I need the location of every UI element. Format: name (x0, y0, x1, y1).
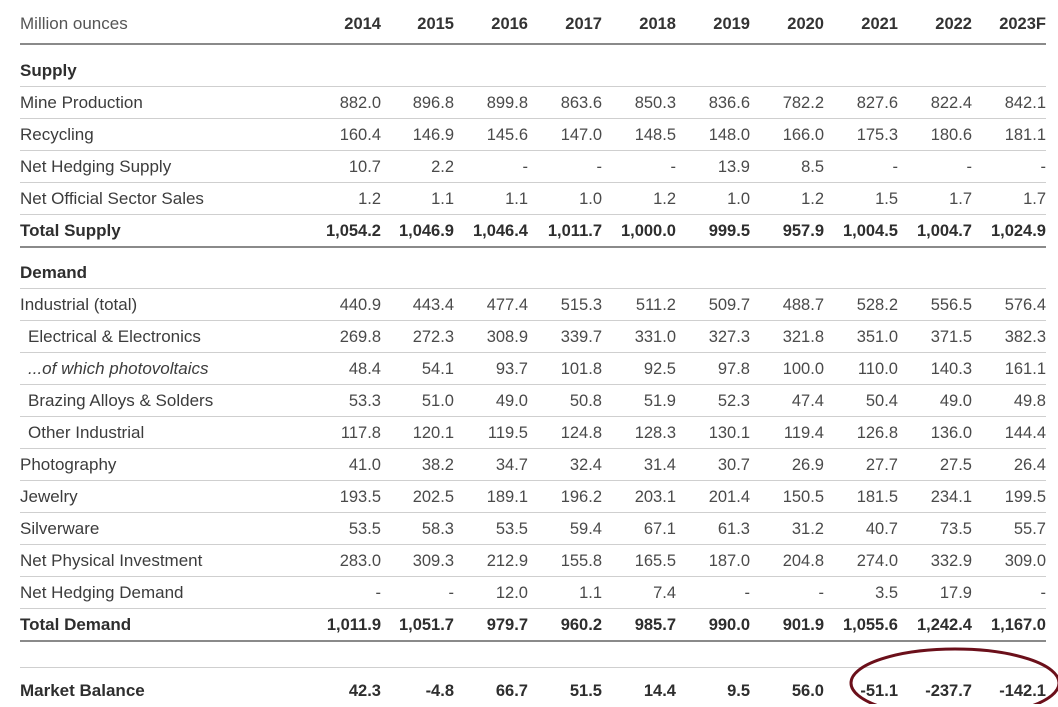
table-row-mine-production (20, 87, 1046, 119)
cell-of-which-photovoltaics-2023f: 161.1 (1004, 359, 1046, 378)
cell-net-physical-investment-2021: 274.0 (856, 551, 898, 570)
cell-net-hedging-demand-2023f: - (1040, 583, 1046, 602)
cell-total-demand-2019: 990.0 (708, 615, 750, 634)
cell-brazing-alloys-solders-2022: 49.0 (939, 391, 972, 410)
cell-other-industrial-2019: 130.1 (708, 423, 750, 442)
cell-industrial-total-2022: 556.5 (930, 295, 972, 314)
cell-photography-2018: 31.4 (643, 455, 676, 474)
table-row-brazing-alloys-solders (20, 385, 1046, 417)
cell-net-physical-investment-2014: 283.0 (339, 551, 381, 570)
cell-brazing-alloys-solders-2021: 50.4 (865, 391, 898, 410)
cell-mine-production-2023f: 842.1 (1004, 93, 1046, 112)
cell-industrial-total-2019: 509.7 (708, 295, 750, 314)
cell-total-supply-2019: 999.5 (708, 221, 750, 240)
cell-industrial-total-2015: 443.4 (412, 295, 454, 314)
cell-photography-2020: 26.9 (791, 455, 824, 474)
cell-photography-2016: 34.7 (495, 455, 528, 474)
cell-industrial-total-2014: 440.9 (339, 295, 381, 314)
table-row-market-balance (20, 675, 1046, 707)
cell-brazing-alloys-solders-2018: 51.9 (643, 391, 676, 410)
cell-industrial-total-2017: 515.3 (560, 295, 602, 314)
cell-mine-production-2018: 850.3 (634, 93, 676, 112)
cell-net-official-sector-sales-2015: 1.1 (431, 189, 454, 208)
cell-total-supply-2023f: 1,024.9 (990, 221, 1046, 240)
cell-total-supply-2018: 1,000.0 (620, 221, 676, 240)
column-header-2015: 2015 (417, 14, 454, 33)
cell-of-which-photovoltaics-2018: 92.5 (643, 359, 676, 378)
row-label-mine-production: Mine Production (20, 93, 143, 112)
row-label-demand: Demand (20, 263, 88, 282)
cell-photography-2022: 27.5 (939, 455, 972, 474)
cell-electrical-electronics-2015: 272.3 (412, 327, 454, 346)
row-label-net-hedging-demand: Net Hedging Demand (20, 583, 184, 602)
cell-market-balance-2019: 9.5 (727, 681, 750, 700)
cell-photography-2023f: 26.4 (1013, 455, 1046, 474)
cell-net-hedging-supply-2018: - (670, 157, 676, 176)
cell-silverware-2014: 53.5 (348, 519, 381, 538)
cell-other-industrial-2016: 119.5 (487, 423, 528, 442)
cell-total-supply-2022: 1,004.7 (916, 221, 972, 240)
cell-net-physical-investment-2018: 165.5 (634, 551, 676, 570)
cell-mine-production-2021: 827.6 (856, 93, 898, 112)
unit-label: Million ounces (20, 14, 128, 33)
cell-net-physical-investment-2023f: 309.0 (1004, 551, 1046, 570)
cell-net-physical-investment-2022: 332.9 (930, 551, 972, 570)
row-label-other-industrial: Other Industrial (28, 423, 145, 442)
column-header-2022: 2022 (935, 14, 972, 33)
cell-recycling-2015: 146.9 (412, 125, 454, 144)
cell-mine-production-2019: 836.6 (708, 93, 750, 112)
cell-of-which-photovoltaics-2014: 48.4 (348, 359, 381, 378)
cell-industrial-total-2021: 528.2 (856, 295, 898, 314)
cell-silverware-2016: 53.5 (495, 519, 528, 538)
table-row-net-hedging-demand (20, 577, 1046, 609)
cell-net-official-sector-sales-2023f: 1.7 (1023, 189, 1046, 208)
row-label-silverware: Silverware (20, 519, 100, 538)
table-row-demand (20, 257, 1046, 289)
cell-market-balance-2014: 42.3 (348, 681, 381, 700)
cell-net-physical-investment-2015: 309.3 (412, 551, 454, 570)
cell-mine-production-2017: 863.6 (560, 93, 602, 112)
cell-brazing-alloys-solders-2015: 51.0 (421, 391, 454, 410)
column-header-2017: 2017 (565, 14, 602, 33)
cell-other-industrial-2021: 126.8 (856, 423, 898, 442)
cell-market-balance-2018: 14.4 (643, 681, 676, 700)
cell-total-supply-2020: 957.9 (782, 221, 824, 240)
cell-total-demand-2014: 1,011.9 (326, 615, 381, 634)
cell-electrical-electronics-2020: 321.8 (782, 327, 824, 346)
cell-market-balance-2015: -4.8 (425, 681, 454, 700)
cell-net-hedging-supply-2015: 2.2 (431, 157, 454, 176)
cell-silverware-2023f: 55.7 (1013, 519, 1046, 538)
cell-recycling-2014: 160.4 (339, 125, 381, 144)
column-header-2021: 2021 (861, 14, 898, 33)
cell-silverware-2017: 59.4 (569, 519, 602, 538)
row-label-brazing-alloys-solders: Brazing Alloys & Solders (28, 391, 214, 410)
cell-recycling-2020: 166.0 (782, 125, 824, 144)
cell-net-physical-investment-2019: 187.0 (708, 551, 750, 570)
cell-market-balance-2016: 66.7 (495, 681, 528, 700)
cell-other-industrial-2017: 124.8 (560, 423, 602, 442)
cell-net-hedging-demand-2016: 12.0 (495, 583, 528, 602)
cell-mine-production-2016: 899.8 (486, 93, 528, 112)
cell-electrical-electronics-2022: 371.5 (930, 327, 972, 346)
cell-jewelry-2019: 201.4 (708, 487, 750, 506)
cell-total-supply-2014: 1,054.2 (325, 221, 381, 240)
row-label-industrial-total: Industrial (total) (20, 295, 138, 314)
cell-other-industrial-2015: 120.1 (412, 423, 454, 442)
table-row-net-physical-investment (20, 545, 1046, 577)
cell-electrical-electronics-2017: 339.7 (560, 327, 602, 346)
cell-market-balance-2017: 51.5 (569, 681, 602, 700)
cell-net-hedging-supply-2016: - (522, 157, 528, 176)
cell-electrical-electronics-2018: 331.0 (634, 327, 676, 346)
cell-photography-2021: 27.7 (865, 455, 898, 474)
cell-total-demand-2023f: 1,167.0 (990, 615, 1046, 634)
cell-net-hedging-demand-2020: - (818, 583, 824, 602)
row-label-total-demand: Total Demand (20, 615, 132, 634)
cell-net-official-sector-sales-2016: 1.1 (505, 189, 528, 208)
cell-market-balance-2020: 56.0 (791, 681, 824, 700)
cell-of-which-photovoltaics-2021: 110.0 (857, 359, 898, 378)
table-row-total-demand (20, 609, 1046, 641)
column-header-2019: 2019 (713, 14, 750, 33)
cell-net-official-sector-sales-2020: 1.2 (801, 189, 824, 208)
table-row-net-hedging-supply (20, 151, 1046, 183)
table-rule-thick (20, 246, 1046, 248)
cell-mine-production-2020: 782.2 (782, 93, 824, 112)
cell-photography-2015: 38.2 (421, 455, 454, 474)
row-label-supply: Supply (20, 61, 77, 80)
cell-total-supply-2015: 1,046.9 (398, 221, 454, 240)
cell-jewelry-2014: 193.5 (339, 487, 381, 506)
column-header-2020: 2020 (787, 14, 824, 33)
cell-silverware-2015: 58.3 (421, 519, 454, 538)
cell-total-demand-2022: 1,242.4 (916, 615, 972, 634)
cell-market-balance-2023f: -142.1 (999, 681, 1046, 700)
cell-net-hedging-supply-2020: 8.5 (801, 157, 824, 176)
cell-net-official-sector-sales-2018: 1.2 (653, 189, 676, 208)
cell-net-physical-investment-2020: 204.8 (782, 551, 824, 570)
cell-net-official-sector-sales-2022: 1.7 (949, 189, 972, 208)
cell-net-hedging-supply-2022: - (966, 157, 972, 176)
cell-industrial-total-2016: 477.4 (486, 295, 528, 314)
table-row-of-which-photovoltaics (20, 353, 1046, 385)
cell-of-which-photovoltaics-2022: 140.3 (930, 359, 972, 378)
cell-photography-2017: 32.4 (569, 455, 602, 474)
cell-net-hedging-demand-2015: - (448, 583, 454, 602)
cell-brazing-alloys-solders-2020: 47.4 (791, 391, 824, 410)
cell-total-supply-2016: 1,046.4 (472, 221, 528, 240)
cell-recycling-2021: 175.3 (856, 125, 898, 144)
cell-net-hedging-supply-2019: 13.9 (717, 157, 750, 176)
cell-brazing-alloys-solders-2023f: 49.8 (1013, 391, 1046, 410)
table-header-row (20, 8, 1046, 40)
cell-market-balance-2021: -51.1 (860, 681, 898, 700)
cell-net-hedging-supply-2023f: - (1040, 157, 1046, 176)
cell-recycling-2019: 148.0 (708, 125, 750, 144)
cell-of-which-photovoltaics-2019: 97.8 (717, 359, 750, 378)
cell-total-demand-2017: 960.2 (560, 615, 602, 634)
cell-net-hedging-demand-2022: 17.9 (939, 583, 972, 602)
cell-recycling-2018: 148.5 (634, 125, 676, 144)
cell-recycling-2022: 180.6 (930, 125, 972, 144)
cell-of-which-photovoltaics-2015: 54.1 (421, 359, 454, 378)
cell-jewelry-2020: 150.5 (782, 487, 824, 506)
cell-industrial-total-2020: 488.7 (782, 295, 824, 314)
cell-net-hedging-supply-2017: - (596, 157, 602, 176)
row-label-market-balance: Market Balance (20, 681, 145, 700)
cell-other-industrial-2018: 128.3 (634, 423, 676, 442)
cell-silverware-2021: 40.7 (865, 519, 898, 538)
table-row-supply (20, 55, 1046, 87)
cell-brazing-alloys-solders-2019: 52.3 (717, 391, 750, 410)
cell-net-hedging-supply-2014: 10.7 (348, 157, 381, 176)
cell-recycling-2023f: 181.1 (1004, 125, 1046, 144)
cell-brazing-alloys-solders-2016: 49.0 (495, 391, 528, 410)
cell-jewelry-2017: 196.2 (560, 487, 602, 506)
table-row-electrical-electronics (20, 321, 1046, 353)
table-row-industrial-total (20, 289, 1046, 321)
row-label-recycling: Recycling (20, 125, 94, 144)
cell-net-hedging-demand-2017: 1.1 (579, 583, 602, 602)
column-header-2023f: 2023F (999, 14, 1046, 33)
table-row-total-supply (20, 215, 1046, 247)
cell-other-industrial-2023f: 144.4 (1004, 423, 1046, 442)
cell-total-demand-2020: 901.9 (782, 615, 824, 634)
cell-mine-production-2014: 882.0 (339, 93, 381, 112)
cell-electrical-electronics-2014: 269.8 (339, 327, 381, 346)
row-label-photography: Photography (20, 455, 117, 474)
cell-silverware-2019: 61.3 (717, 519, 750, 538)
cell-recycling-2017: 147.0 (560, 125, 602, 144)
cell-jewelry-2022: 234.1 (930, 487, 972, 506)
cell-of-which-photovoltaics-2016: 93.7 (495, 359, 528, 378)
cell-of-which-photovoltaics-2017: 101.8 (560, 359, 602, 378)
cell-industrial-total-2023f: 576.4 (1004, 295, 1046, 314)
cell-silverware-2018: 67.1 (643, 519, 676, 538)
cell-photography-2019: 30.7 (717, 455, 750, 474)
cell-net-physical-investment-2017: 155.8 (560, 551, 602, 570)
table-rule-thick (20, 640, 1046, 642)
row-label-total-supply: Total Supply (20, 221, 121, 240)
cell-jewelry-2016: 189.1 (486, 487, 528, 506)
cell-electrical-electronics-2021: 351.0 (856, 327, 898, 346)
table-row-jewelry (20, 481, 1046, 513)
row-label-net-hedging-supply: Net Hedging Supply (20, 157, 172, 176)
cell-net-hedging-demand-2014: - (375, 583, 381, 602)
cell-net-hedging-demand-2018: 7.4 (653, 583, 676, 602)
cell-photography-2014: 41.0 (348, 455, 381, 474)
cell-jewelry-2021: 181.5 (856, 487, 898, 506)
cell-industrial-total-2018: 511.2 (635, 295, 676, 314)
cell-other-industrial-2014: 117.8 (340, 423, 381, 442)
cell-net-official-sector-sales-2019: 1.0 (727, 189, 750, 208)
cell-jewelry-2015: 202.5 (412, 487, 454, 506)
cell-net-hedging-demand-2019: - (744, 583, 750, 602)
row-label-electrical-electronics: Electrical & Electronics (28, 327, 201, 346)
cell-total-supply-2017: 1,011.7 (547, 221, 602, 240)
cell-brazing-alloys-solders-2014: 53.3 (348, 391, 381, 410)
column-header-2018: 2018 (639, 14, 676, 33)
cell-net-official-sector-sales-2017: 1.0 (579, 189, 602, 208)
cell-jewelry-2018: 203.1 (634, 487, 676, 506)
table-row-photography (20, 449, 1046, 481)
cell-silverware-2020: 31.2 (791, 519, 824, 538)
cell-brazing-alloys-solders-2017: 50.8 (569, 391, 602, 410)
cell-electrical-electronics-2019: 327.3 (708, 327, 750, 346)
cell-total-demand-2021: 1,055.6 (842, 615, 898, 634)
row-label-net-physical-investment: Net Physical Investment (20, 551, 203, 570)
table-row-net-official-sector-sales (20, 183, 1046, 215)
cell-total-supply-2021: 1,004.5 (842, 221, 898, 240)
table-row-recycling (20, 119, 1046, 151)
cell-mine-production-2015: 896.8 (412, 93, 454, 112)
cell-electrical-electronics-2016: 308.9 (486, 327, 528, 346)
cell-other-industrial-2020: 119.4 (783, 423, 824, 442)
cell-net-hedging-supply-2021: - (892, 157, 898, 176)
row-label-of-which-photovoltaics: ...of which photovoltaics (28, 359, 209, 378)
table-row-other-industrial (20, 417, 1046, 449)
cell-total-demand-2018: 985.7 (634, 615, 676, 634)
cell-jewelry-2023f: 199.5 (1004, 487, 1046, 506)
cell-net-official-sector-sales-2021: 1.5 (875, 189, 898, 208)
cell-total-demand-2016: 979.7 (486, 615, 528, 634)
cell-total-demand-2015: 1,051.7 (398, 615, 454, 634)
column-header-2014: 2014 (344, 14, 381, 33)
cell-mine-production-2022: 822.4 (930, 93, 972, 112)
cell-other-industrial-2022: 136.0 (930, 423, 972, 442)
cell-net-official-sector-sales-2014: 1.2 (358, 189, 381, 208)
table-rule (20, 667, 1046, 668)
table-rule-thick (20, 43, 1046, 45)
cell-market-balance-2022: -237.7 (925, 681, 972, 700)
table-row-silverware (20, 513, 1046, 545)
column-header-2016: 2016 (491, 14, 528, 33)
cell-recycling-2016: 145.6 (486, 125, 528, 144)
cell-of-which-photovoltaics-2020: 100.0 (782, 359, 824, 378)
row-label-jewelry: Jewelry (20, 487, 78, 506)
cell-electrical-electronics-2023f: 382.3 (1004, 327, 1046, 346)
row-label-net-official-sector-sales: Net Official Sector Sales (20, 189, 204, 208)
cell-net-physical-investment-2016: 212.9 (486, 551, 528, 570)
cell-net-hedging-demand-2021: 3.5 (875, 583, 898, 602)
cell-silverware-2022: 73.5 (939, 519, 972, 538)
